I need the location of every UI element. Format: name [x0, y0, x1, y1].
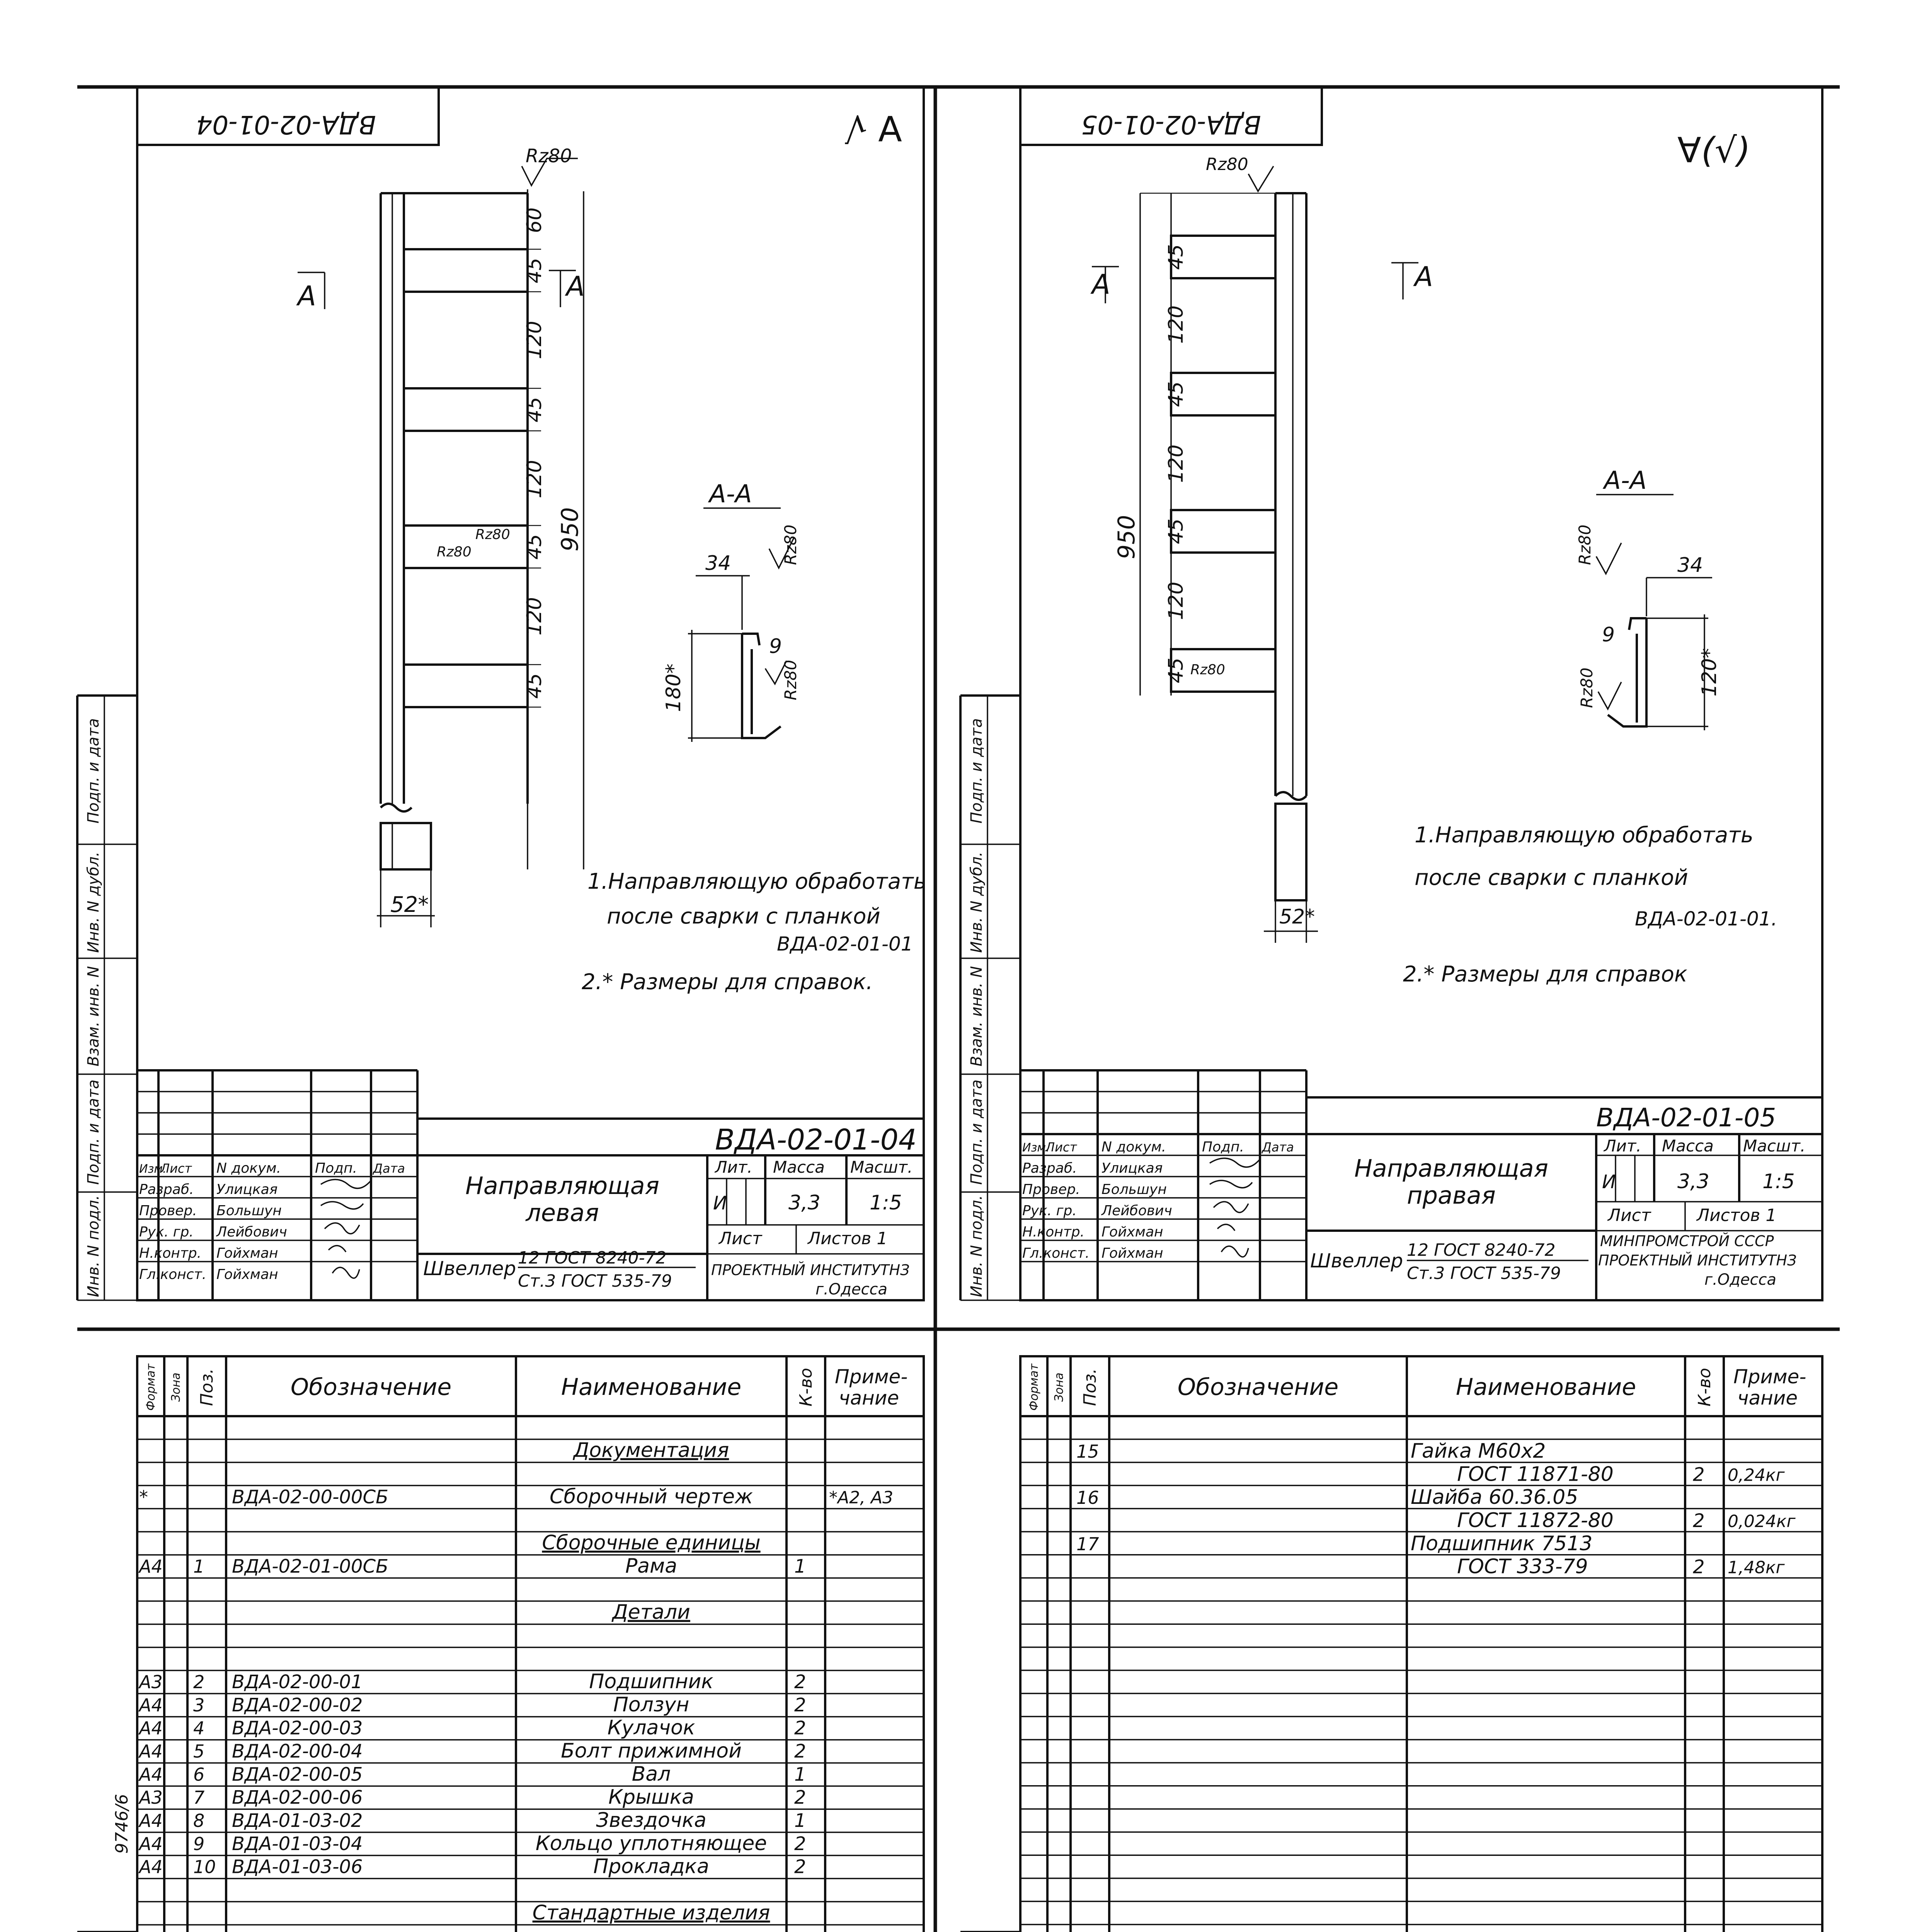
spec-format: А4 [139, 1856, 163, 1878]
spec-format: А4 [139, 1764, 163, 1785]
sheet2-material-top: 12 ГОСТ 8240-72 [1407, 1240, 1556, 1260]
spec-format: А3 [139, 1672, 163, 1692]
sheet1-lit-h: Лит. [715, 1158, 752, 1177]
sheet1-head-sign: Подп. [315, 1160, 357, 1176]
spec-qty: 2 [794, 1833, 806, 1855]
spec-name: Кулачок [607, 1716, 695, 1740]
sheet2-sec-rz-b: Rz80 [1577, 667, 1596, 708]
sheet1-role-1: Провер. [139, 1203, 197, 1219]
sheet2-dim-45b: 45 [1165, 381, 1188, 407]
spec-pos: 7 [193, 1787, 205, 1808]
sheet2-dim-45d: 45 [1165, 657, 1188, 684]
sheet1-material-l: Швеллер [423, 1257, 516, 1280]
sheet2-mass-h: Масса [1662, 1136, 1714, 1155]
spec-h-note1: Приме- [835, 1366, 908, 1388]
sheet1-lists: Листов 1 [808, 1229, 888, 1248]
spec-h-qty: К-во [796, 1368, 816, 1406]
spec2-name: Шайба 60.36.05 [1411, 1486, 1578, 1509]
dim-45a: 45 [523, 257, 546, 284]
spec-name: Рама [625, 1554, 678, 1578]
sheet1-mass-h: Масса [773, 1158, 825, 1177]
sheet2-rz-small: Rz80 [1190, 662, 1225, 678]
sheet1-role-4: Гл.конст. [139, 1267, 207, 1282]
sheet2-material-l: Швеллер [1310, 1250, 1403, 1272]
sheet2-sec-34: 34 [1677, 554, 1703, 577]
dim-45d: 45 [523, 673, 546, 699]
spec2-h-desig: Обозначение [1177, 1374, 1339, 1401]
spec2-note: 0,24кг [1728, 1465, 1785, 1485]
sheet1-head-list: Лист [160, 1161, 192, 1176]
spec2-h-note1: Приме- [1733, 1366, 1806, 1388]
side-stamp-cell-1: Подп. и дата [85, 1079, 102, 1185]
sec-9: 9 [769, 635, 782, 658]
sheet2-sec-120: 120* [1698, 648, 1721, 697]
spec-pos: 9 [193, 1833, 205, 1854]
spec-pos: 8 [193, 1810, 205, 1831]
spec-format: А4 [139, 1810, 163, 1831]
sec-rz-a: Rz80 [781, 524, 800, 565]
spec-qty: 2 [794, 1694, 806, 1716]
sheet2-head-date: Дата [1262, 1140, 1294, 1155]
spec2-note: 1,48кг [1728, 1558, 1785, 1578]
spec-name: Детали [612, 1600, 690, 1624]
sheet2-rz-top: Rz80 [1206, 155, 1248, 174]
sheet1-roughness-mark: ∀ √ [845, 107, 902, 148]
sheet1-section-mark-left: А [298, 280, 316, 312]
sheet1-org1: ПРОЕКТНЫЙ ИНСТИТУТНЗ [711, 1262, 910, 1279]
sheet2-role-name-4: Гойхман [1102, 1245, 1163, 1261]
sheet2-note1-l2: после сварки с планкой [1415, 865, 1688, 890]
spec-name: Сборочный чертеж [550, 1485, 753, 1509]
sheet2-org1: ПРОЕКТНЫЙ ИНСТИТУТНЗ [1598, 1252, 1797, 1269]
spec-name: Сборочные единицы [542, 1531, 761, 1554]
sheet1-mass-v: 3,3 [788, 1191, 821, 1214]
sheet2-dim-120a: 120 [1165, 305, 1188, 344]
spec2-pos: 15 [1076, 1441, 1099, 1462]
spec-designation: ВДА-01-03-04 [232, 1833, 363, 1855]
sec-180: 180* [662, 663, 685, 712]
sheet2-roughness-mark: ∀(√) [1677, 130, 1751, 171]
sheet2-head-izm: Изм. [1022, 1141, 1050, 1155]
sheet2-role-0: Разраб. [1022, 1160, 1077, 1176]
spec-name: Звездочка [596, 1809, 707, 1832]
spec2-name: Гайка М60х2 [1411, 1439, 1546, 1463]
sheet2-section-mark-right: А [1415, 261, 1433, 293]
spec2-pos: 16 [1076, 1487, 1099, 1509]
spec2-h-format: Формат [1027, 1364, 1041, 1411]
sheet2-section-mark-left: А [1092, 269, 1110, 300]
spec-designation: ВДА-02-00-02 [232, 1694, 363, 1716]
sheet2-code: ВДА-02-01-05 [1596, 1103, 1776, 1133]
sheet1-head-date: Дата [373, 1161, 405, 1176]
sheet1-material-bot: Ст.3 ГОСТ 535-79 [518, 1271, 672, 1291]
sec-34: 34 [705, 552, 731, 575]
spec-h-name: Наименование [561, 1374, 742, 1401]
sheet2-role-name-0: Улицкая [1102, 1160, 1163, 1176]
sheet1-material-top: 12 ГОСТ 8240-72 [518, 1248, 667, 1268]
sec-rz-b: Rz80 [781, 660, 800, 701]
spec-h-pos: Поз. [197, 1368, 217, 1406]
sheet1-name-l1: Направляющая [465, 1172, 659, 1200]
spec2-h-qty: К-во [1695, 1368, 1714, 1406]
dim-120c: 120 [523, 597, 546, 636]
sheet2-dim-120c: 120 [1165, 582, 1188, 620]
spec-format: А4 [139, 1741, 163, 1762]
spec-h-desig: Обозначение [290, 1374, 452, 1401]
sheet2-section-title: А-А [1604, 466, 1647, 495]
spec2-note: 0,024кг [1728, 1512, 1796, 1531]
sheet2-scale-h: Масшт. [1743, 1136, 1806, 1155]
sheet1-role-2: Рук. гр. [139, 1224, 194, 1240]
spec-format: * [139, 1486, 148, 1508]
spec-designation: ВДА-02-00-06 [232, 1787, 363, 1809]
dim-width: 52* [390, 892, 429, 917]
spec2-h-pos: Поз. [1080, 1368, 1100, 1406]
spec-qty: 2 [794, 1787, 806, 1809]
spec-qty: 2 [794, 1740, 806, 1762]
sheet1-scale-h: Масшт. [850, 1158, 913, 1177]
sheet3-side-number: 9746/6 [112, 1794, 132, 1854]
sheet2-dim-total: 950 [1113, 515, 1140, 560]
spec-designation: ВДА-01-03-02 [232, 1810, 363, 1832]
sheet2-scale-v: 1:5 [1762, 1170, 1795, 1193]
spec-designation: ВДА-02-00-03 [232, 1717, 363, 1739]
spec-designation: ВДА-01-03-06 [232, 1856, 363, 1878]
spec-pos: 2 [193, 1672, 205, 1692]
sheet2-role-name-1: Большун [1102, 1182, 1167, 1197]
sheet2-name-l1: Направляющая [1354, 1154, 1548, 1182]
spec-designation: ВДА-02-00-01 [232, 1671, 363, 1693]
sheet1-section-mark-right: А [566, 270, 585, 302]
sheet2-lit-v: И [1602, 1171, 1616, 1193]
spec-name: Подшипник [589, 1670, 713, 1693]
sheet2-role-1: Провер. [1022, 1182, 1080, 1197]
sheet2-note1-l3: ВДА-02-01-01. [1635, 908, 1777, 930]
sheet2-name-l2: правая [1407, 1181, 1496, 1209]
spec-name: Ползун [613, 1693, 690, 1716]
spec-qty: 1 [794, 1555, 806, 1577]
sheet2-role-3: Н.контр. [1022, 1224, 1085, 1240]
sheet1-section-title: А-А [709, 480, 752, 509]
sheet2-role-name-3: Гойхман [1102, 1224, 1163, 1240]
spec-format: А4 [139, 1833, 163, 1854]
dim-60: 60 [523, 207, 546, 233]
spec2-name: Подшипник 7513 [1411, 1532, 1593, 1555]
sheet1-name-l2: левая [526, 1199, 599, 1227]
spec-designation: ВДА-02-01-00СБ [232, 1555, 388, 1577]
sheet2-role-2: Рук. гр. [1022, 1203, 1077, 1219]
side-stamp-cell-2: Взам. инв. N [85, 966, 102, 1066]
sheet2-lists: Листов 1 [1697, 1206, 1777, 1225]
sheet1-rotated-code: ВДА-02-01-04 [196, 110, 376, 139]
sheet1-head-izm: Изм. [139, 1162, 167, 1176]
dim-45b: 45 [523, 396, 546, 423]
side-stamp-cell-0: Инв. N подл. [85, 1195, 102, 1298]
sheet2-head-sign: Подп. [1202, 1139, 1244, 1155]
sheet2-side-cell-3: Инв. N дубл. [968, 852, 986, 953]
spec-format: А3 [139, 1787, 163, 1808]
spec-name: Прокладка [593, 1855, 709, 1878]
spec2-qty: 2 [1693, 1464, 1705, 1486]
sheet2-lit-h: Лит. [1604, 1136, 1641, 1155]
spec-pos: 3 [193, 1694, 205, 1716]
spec2-name: ГОСТ 11872-80 [1457, 1509, 1614, 1532]
spec2-h-zone: Зона [1052, 1372, 1066, 1402]
spec-designation: ВДА-02-00-04 [232, 1740, 363, 1762]
sheet2-dim-120b: 120 [1165, 444, 1188, 483]
sheet1-note1-l2: после сварки с планкой [607, 904, 880, 929]
spec2-h-note2: чание [1737, 1387, 1798, 1409]
sheet1-rz-top: Rz80 [526, 145, 572, 167]
sheet2-list: Лист [1608, 1206, 1651, 1225]
rz-small-b: Rz80 [437, 544, 472, 560]
spec-qty: 2 [794, 1671, 806, 1693]
sheet1-role-0: Разраб. [139, 1182, 194, 1197]
spec-format: А4 [139, 1556, 163, 1577]
sheet1-note1-l3: ВДА-02-01-01 [777, 933, 913, 955]
sheet2-dim-45c: 45 [1165, 518, 1188, 544]
spec-designation: ВДА-02-00-00СБ [232, 1486, 388, 1508]
spec-name: Крышка [608, 1786, 694, 1809]
spec-qty: 1 [794, 1764, 806, 1786]
sheet1-role-name-0: Улицкая [216, 1182, 278, 1197]
dim-total: 950 [557, 507, 584, 552]
sheet1-role-name-1: Большун [216, 1203, 282, 1219]
dim-120a: 120 [523, 321, 546, 359]
sheet2-org0: МИНПРОМСТРОЙ СССР [1600, 1233, 1774, 1250]
sheet1-role-name-3: Гойхман [216, 1245, 278, 1261]
sheet1-note1-l1: 1.Направляющую обработать [587, 869, 926, 894]
spec-pos: 5 [193, 1741, 205, 1762]
sheet2-sec-9: 9 [1602, 623, 1615, 646]
sheet1-lit-v: И [713, 1192, 727, 1214]
spec-name: Болт прижимной [561, 1739, 742, 1763]
spec-name: Документация [573, 1439, 729, 1462]
sheet2-side-cell-4: Подп. и дата [968, 718, 986, 824]
sheet1-role-name-2: Лейбович [216, 1224, 287, 1240]
spec-pos: 1 [193, 1556, 205, 1577]
sheet2-role-name-2: Лейбович [1102, 1203, 1172, 1219]
sheet1-role-3: Н.контр. [139, 1245, 202, 1261]
spec-designation: ВДА-02-00-05 [232, 1764, 363, 1786]
sheet2-note1-l1: 1.Направляющую обработать [1415, 823, 1754, 848]
spec-qty: 2 [794, 1717, 806, 1739]
sheet2-material-bot: Ст.3 ГОСТ 535-79 [1407, 1264, 1561, 1283]
sheet2-mass-v: 3,3 [1677, 1170, 1709, 1193]
spec2-pos: 17 [1076, 1533, 1099, 1554]
sheet2-head-list: Лист [1045, 1140, 1077, 1155]
spec2-name: ГОСТ 333-79 [1457, 1555, 1588, 1578]
spec-name: Стандартные изделия [532, 1901, 770, 1925]
sheet2-note2: 2.* Размеры для справок [1403, 962, 1687, 987]
spec-format: А4 [139, 1694, 163, 1716]
sheet2-sec-rz-a: Rz80 [1575, 524, 1594, 565]
sheet2-head-doc: N докум. [1102, 1139, 1166, 1155]
side-stamp-cell-3: Инв. N дубл. [85, 852, 102, 953]
sheet1-code: ВДА-02-01-04 [715, 1123, 917, 1156]
spec-h-note2: чание [839, 1387, 899, 1409]
dim-120b: 120 [523, 460, 546, 498]
spec-pos: 4 [193, 1718, 205, 1739]
sheet1-list: Лист [719, 1229, 762, 1248]
sheet2-role-4: Гл.конст. [1022, 1245, 1090, 1261]
sheet1-note2: 2.* Размеры для справок. [582, 969, 873, 995]
dim-45c: 45 [523, 534, 546, 560]
sheet2-side-cell-0: Инв. N подл. [968, 1195, 986, 1298]
sheet1-head-doc: N докум. [216, 1160, 281, 1176]
spec-name: Кольцо уплотняющее [535, 1832, 767, 1855]
sheet2-side-cell-1: Подп. и дата [968, 1079, 986, 1185]
spec-pos: 6 [193, 1764, 205, 1785]
spec-pos: 10 [193, 1856, 216, 1878]
spec-qty: 1 [794, 1810, 806, 1832]
spec2-h-name: Наименование [1456, 1374, 1636, 1401]
sheet1-scale-v: 1:5 [870, 1191, 902, 1214]
sheet2-side-cell-2: Взам. инв. N [968, 966, 986, 1066]
spec2-name: ГОСТ 11871-80 [1457, 1463, 1614, 1486]
rz-small-a: Rz80 [475, 527, 510, 543]
sheet2-dim-width: 52* [1279, 905, 1315, 929]
spec-name: Вал [632, 1762, 671, 1786]
spec-h-format: Формат [144, 1364, 158, 1411]
sheet2-dim-45a: 45 [1165, 244, 1188, 270]
spec-format: А4 [139, 1718, 163, 1739]
spec-note: *А2, А3 [829, 1488, 894, 1508]
spec2-qty: 2 [1693, 1556, 1705, 1578]
spec-h-zone: Зона [169, 1372, 183, 1402]
spec2-qty: 2 [1693, 1510, 1705, 1532]
sheet2-org2: г.Одесса [1704, 1271, 1776, 1289]
spec-qty: 2 [794, 1856, 806, 1878]
side-stamp-cell-4: Подп. и дата [85, 718, 102, 824]
sheet2-rotated-code: ВДА-02-01-05 [1081, 110, 1261, 139]
sheet1-role-name-4: Гойхман [216, 1267, 278, 1282]
sheet1-org2: г.Одесса [815, 1281, 887, 1298]
